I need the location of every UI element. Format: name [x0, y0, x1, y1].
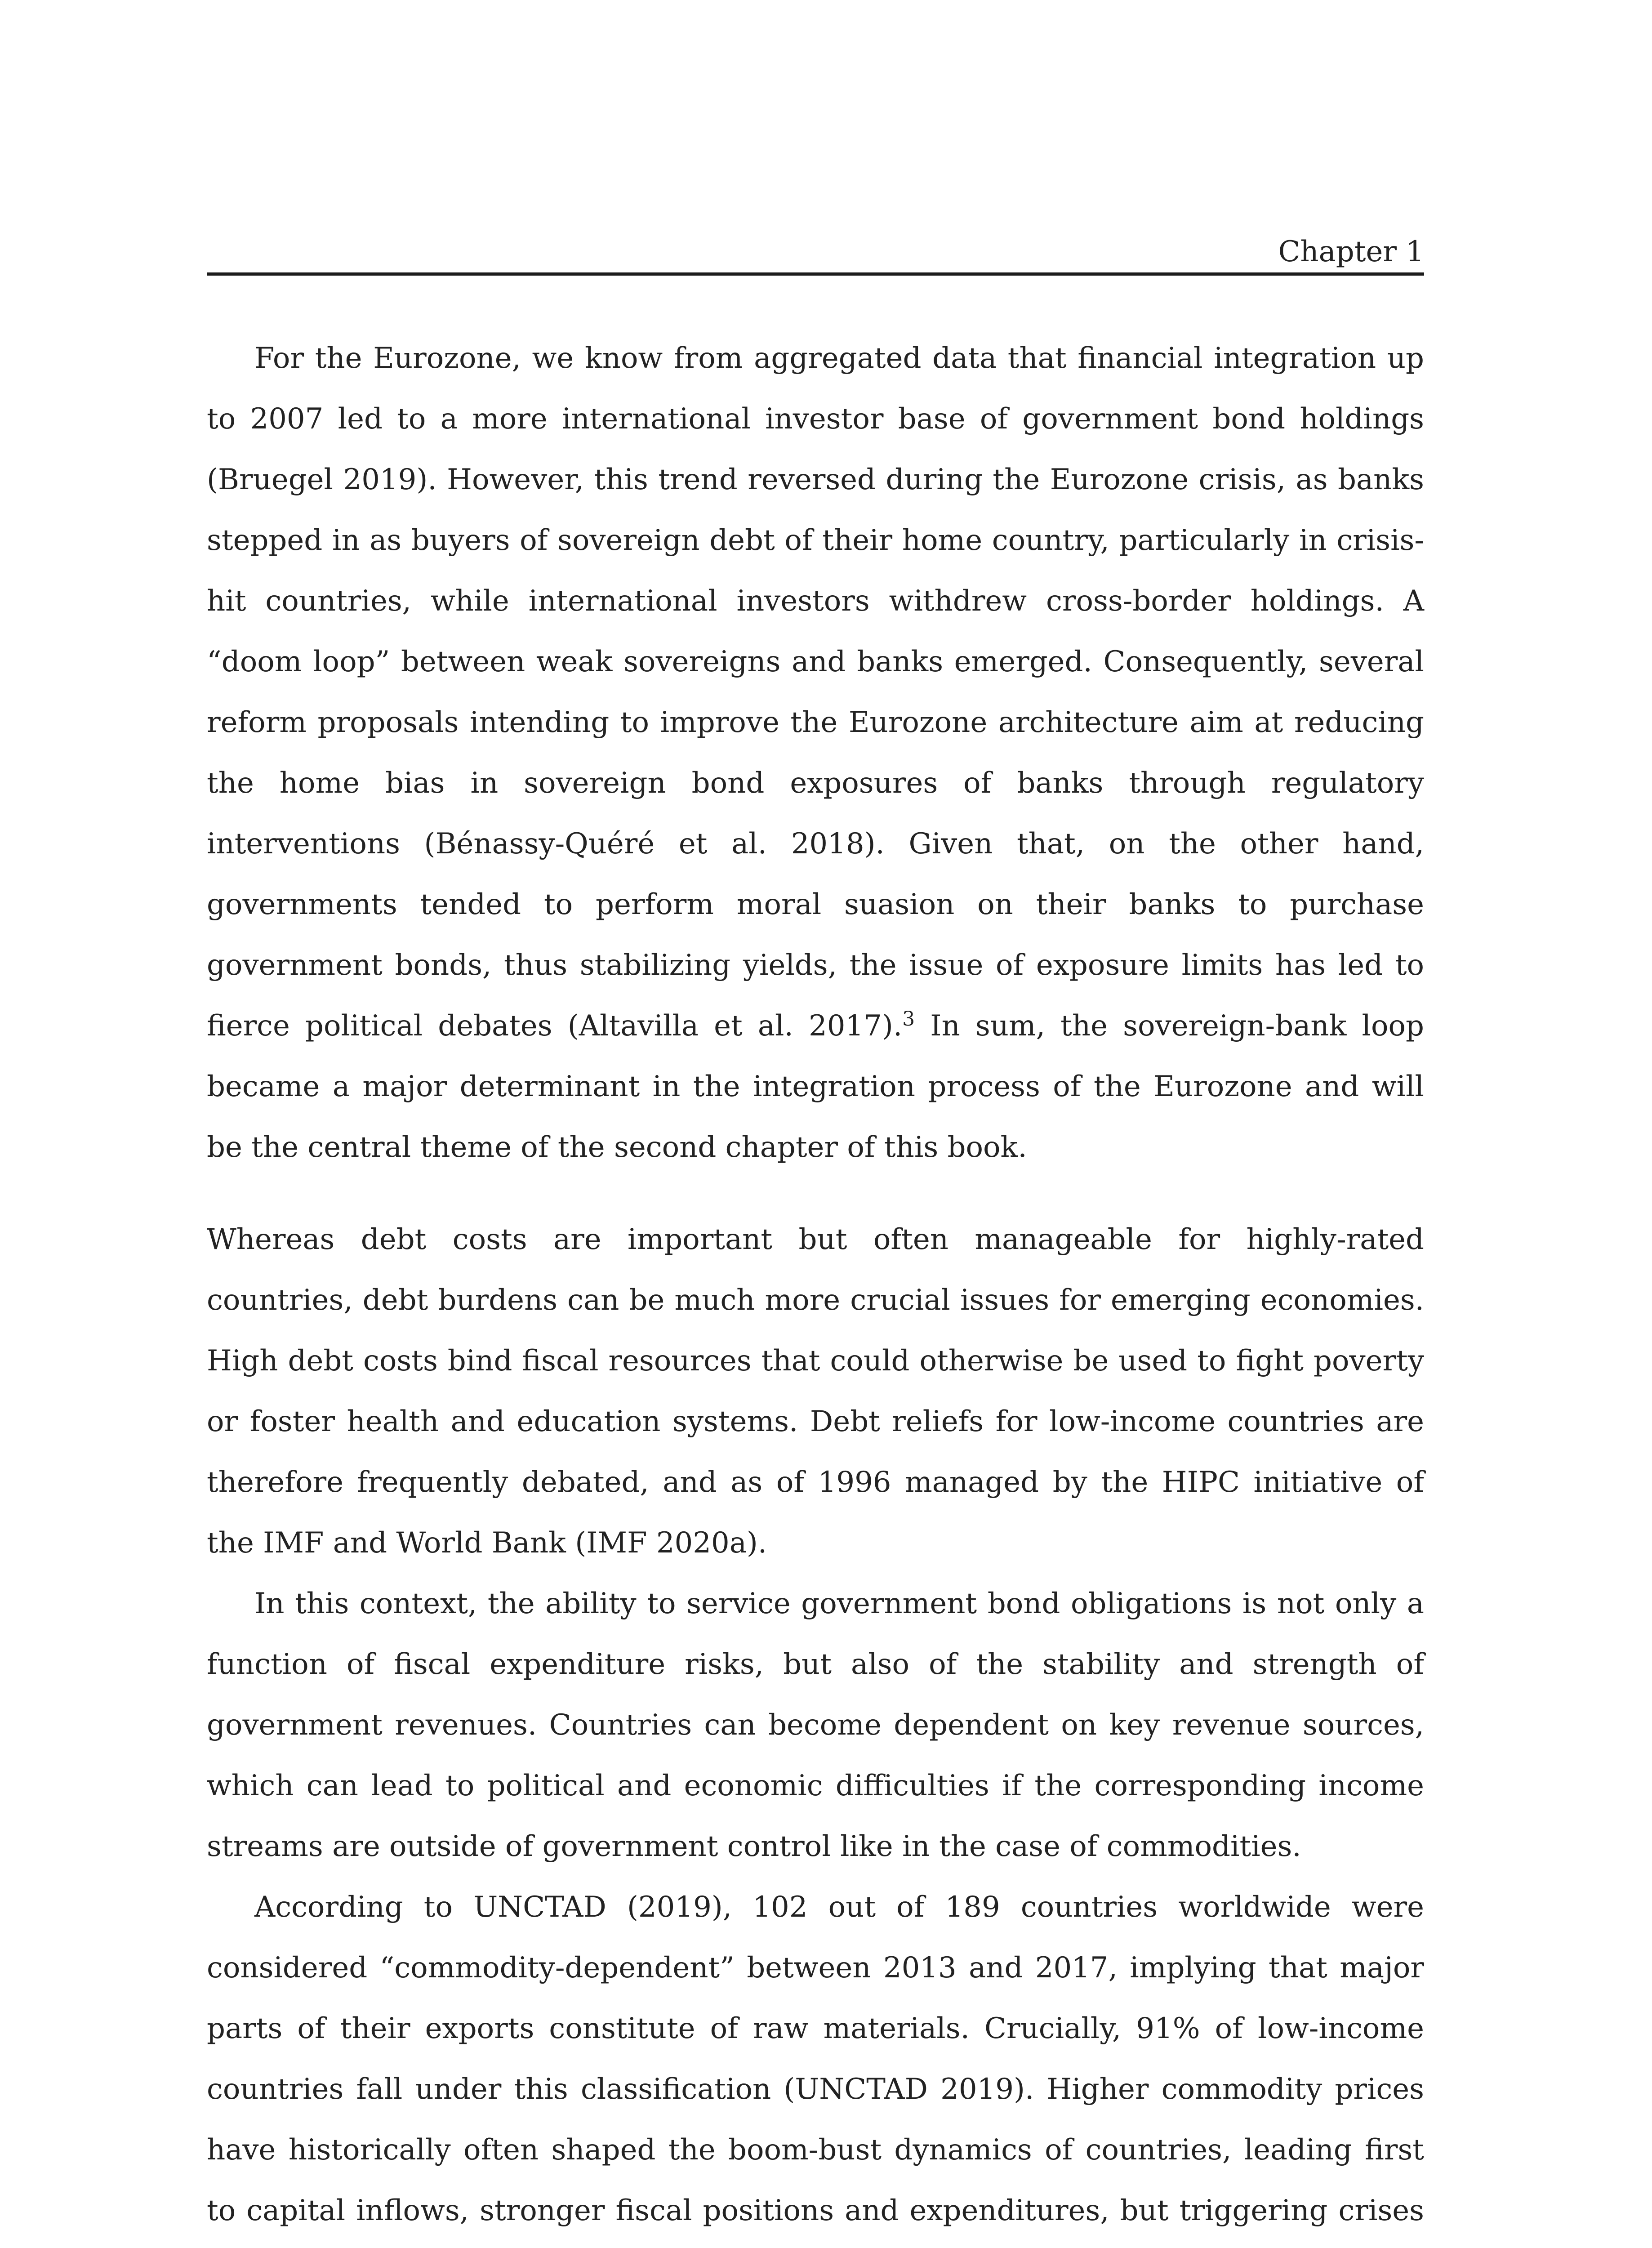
body-text — [207, 328, 1424, 2248]
running-header: Chapter 1 — [1278, 235, 1424, 268]
paragraph-4: According to UNCTAD (2019), 102 out of 189 countries worldwide were considered “commodity-dependent” between 2013 and 2017, implying that major parts of their exports constitute of raw materials. Crucially, 91% of low-income countries fall under this classification (UNCTAD 2019). Higher commodity prices have historically often shaped the boom-bust dynamics of countries, leading first to capital inflows, stronger fiscal positions and expenditures, but triggering crises — [207, 1891, 1424, 2227]
paragraph-1-text-b: In sum, the sovereign-bank loop became a major determinant in the integration process of the Eurozone and will be the central theme of the second chapter of this book. — [207, 1009, 1425, 1164]
paragraph-2: Whereas debt costs are important but often manageable for highly-rated countries, debt burdens can be much more crucial issues for emerging economies. High debt costs bind fiscal resources that could otherwise be used to fight poverty or foster health and education systems. Debt reliefs for low-income countries are therefore frequently debated, and as of 1996 managed by the HIPC initiative of the IMF and World Bank (IMF 2020a). — [207, 1223, 1424, 1560]
paragraph-1 — [207, 328, 1424, 1178]
footnote-reference[interactable]: 3 — [902, 1008, 915, 1030]
paragraph-1-text-a: For the Eurozone, we know from aggregated data that financial integration up to 2007 led to a more international investor base of government bond holdings (Bruegel 2019). However, this trend reversed during the Eurozone crisis, as banks stepped in as buyers of sovereign debt of their home country, particularly in crisis-hit countries, while international investors withdrew cross-border holdings. A “doom loop” between weak sovereigns and banks emerged. Consequently, several reform proposals intending to improve the Eurozone architecture aim at reducing the home bias in sovereign bond exposures of banks through regulatory interventions (Bénassy-Quéré et al. 2018). Given that, on the other hand, governments tended to perform moral suasion on their banks to purchase government bonds, thus stabilizing yields, the issue of exposure limits has led to fierce political debates (Altavilla et al. 2017). — [207, 342, 1424, 1043]
paragraph-3: In this context, the ability to service government bond obligations is not only a function of fiscal expenditure risks, but also of the stability and strength of government revenues. Countries can become dependent on key revenue sources, which can lead to political and economic difficulties if the corresponding income streams are outside of government control like in the case of commodities. — [207, 1587, 1424, 1863]
header-rule — [207, 272, 1424, 276]
